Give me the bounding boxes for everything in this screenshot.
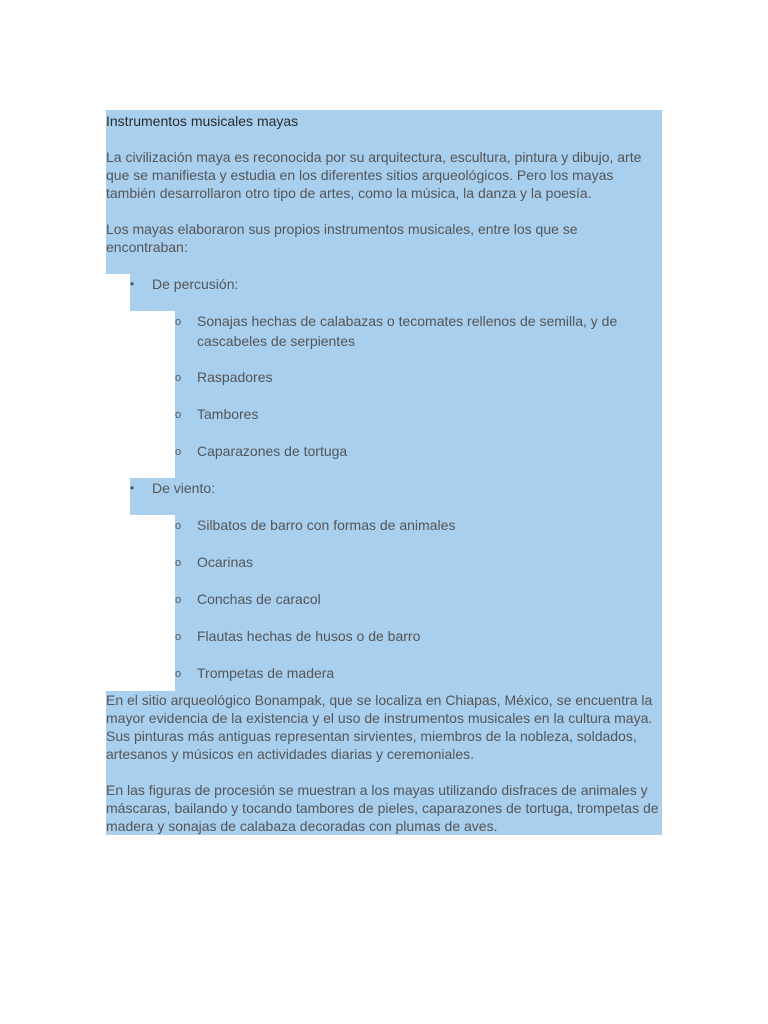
- list-item: [175, 663, 662, 691]
- list-intro-paragraph: Los mayas elaboraron sus propios instrumentos musicales, entre los que se encontraban:: [106, 220, 662, 274]
- sub-bullet-icon: o: [175, 631, 182, 643]
- intro-paragraph: La civilización maya es reconocida por su arquitectura, escultura, pintura y dibujo, arte que se manifiesta y estudia en los diferentes sitios arqueológicos. Pero los mayas también desarrollaron otro tipo de artes, como la música, la danza y la poesía.: [106, 148, 662, 220]
- list-item-label: Raspadores: [197, 369, 273, 385]
- list-item: [175, 441, 662, 478]
- sub-bullet-icon: o: [175, 372, 182, 384]
- list-item-label: Tambores: [197, 406, 259, 422]
- sub-bullet-icon: o: [175, 446, 182, 458]
- sub-bullet-icon: o: [175, 520, 182, 532]
- list-item-label: Ocarinas: [197, 554, 254, 570]
- category-wind: [106, 478, 662, 515]
- list-item: [175, 589, 662, 626]
- list-item: [175, 515, 662, 552]
- document-body: [106, 110, 662, 835]
- bonampak-paragraph: En el sitio arqueológico Bonampak, que se localiza en Chiapas, México, se encuentra la mayor evidencia de la existencia y el uso de instrumentos musicales en la cultura maya. Sus pinturas más antiguas representan sirvientes, miembros de la nobleza, soldados, artesanos y músicos en actividades diarias y ceremoniales.: [106, 691, 662, 781]
- sub-list-wind: [106, 515, 662, 691]
- category-label: De percusión:: [152, 276, 239, 292]
- list-item-label: Flautas hechas de husos o de barro: [197, 628, 421, 644]
- list-item-label: Sonajas hechas de calabazas o tecomates rellenos de semilla, y de cascabeles de serpientes: [197, 313, 618, 349]
- list-item: [175, 552, 662, 589]
- category-percussion: [106, 274, 662, 311]
- document-title: Instrumentos musicales mayas: [106, 110, 662, 148]
- bullet-icon: •: [130, 481, 135, 495]
- procession-paragraph: En las figuras de procesión se muestran a los mayas utilizando disfraces de animales y máscaras, bailando y tocando tambores de pieles, caparazones de tortuga, trompetas de madera y sonajas de calabaza decoradas con plumas de aves.: [106, 781, 662, 835]
- sub-bullet-icon: o: [175, 668, 182, 680]
- sub-bullet-icon: o: [175, 557, 182, 569]
- list-item-label: Caparazones de tortuga: [197, 443, 348, 459]
- list-item-label: Silbatos de barro con formas de animales: [197, 517, 456, 533]
- category-label: De viento:: [152, 480, 216, 496]
- sub-bullet-icon: o: [175, 316, 182, 328]
- list-item-label: Conchas de caracol: [197, 591, 321, 607]
- sub-list-percussion: [106, 311, 662, 478]
- sub-bullet-icon: o: [175, 594, 182, 606]
- list-item: [175, 367, 662, 404]
- bullet-icon: •: [130, 277, 135, 291]
- list-item-label: Trompetas de madera: [197, 665, 335, 681]
- list-item: [175, 404, 662, 441]
- list-item: [175, 626, 662, 663]
- sub-bullet-icon: o: [175, 409, 182, 421]
- list-item: [175, 311, 662, 367]
